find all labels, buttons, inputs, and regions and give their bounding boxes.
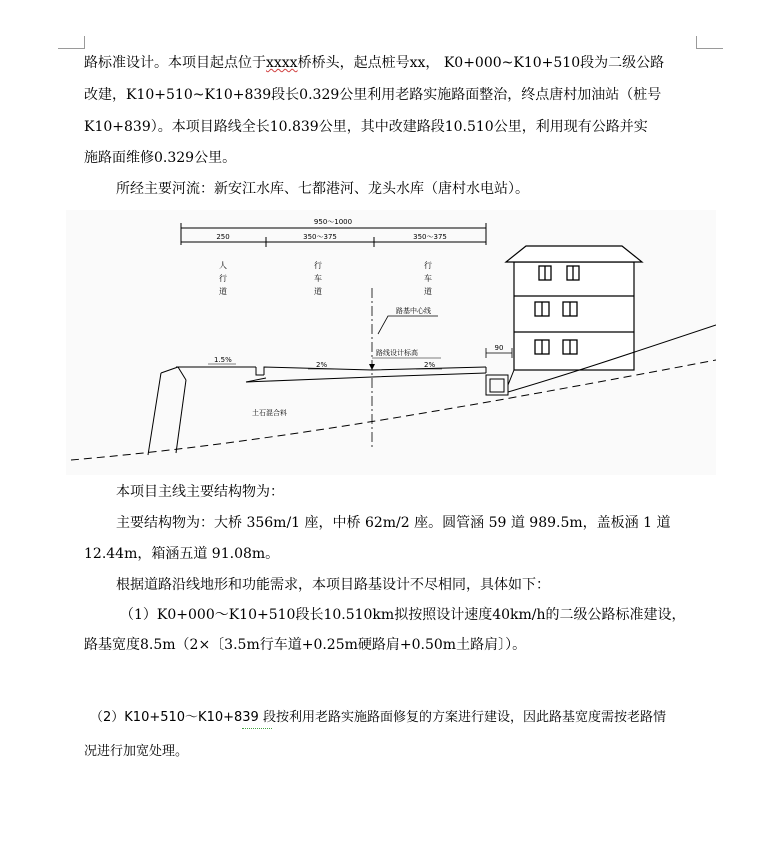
design-elev-label: 路线设计标高 [376, 349, 418, 357]
item1-line-1: （1）K0+000～K10+510段长10.510km拟按照设计速度40km/h的二级公路标准建设， [120, 607, 686, 623]
slope-left-label: 2% [316, 361, 328, 369]
text-span: （2）K10+510～K10+839 段按利用老路实施路面修复的方案进行建设，因此路基宽度需按老路情 [90, 710, 666, 725]
item2-line-2: 况进行加宽处理。 [84, 744, 189, 759]
text-span: 桥桥头，起点桩号xx， K0+000~K10+510段为二级公路 [297, 55, 665, 71]
structures-title: 本项目主线主要结构物为： [116, 484, 284, 500]
rivers-line: 所经主要河流：新安江水库、七都港河、龙头水库（唐村水电站）。 [116, 181, 529, 197]
slope-right-label: 2% [424, 361, 436, 369]
item2-line-1 [90, 708, 666, 728]
center-line-label: 路基中心线 [396, 307, 431, 315]
paragraph-line: 施路面维修0.329公里。 [84, 150, 237, 166]
dim-lane1-label: 350～375 [303, 233, 337, 241]
lane1-label-3: 道 [314, 287, 322, 296]
lane1-label-2: 车 [314, 274, 322, 283]
sidewalk-label-3: 道 [219, 287, 227, 296]
lane1-label-1: 行 [314, 261, 322, 270]
sidewalk-label-1: 人 [219, 261, 227, 270]
lane2-label-3: 道 [424, 287, 432, 296]
paragraph-line: K10+839）。本项目路线全长10.839公里，其中改建路段10.510公里，利用现有公路并实 [84, 119, 648, 135]
ditch-width-label: 90 [494, 344, 504, 352]
lane2-label-2: 车 [424, 274, 432, 283]
spellcheck-word: xxxx [266, 55, 298, 71]
paragraph-line: 改建，K10+510~K10+839段长0.329公里利用老路实施路面整治，终点唐村加油站（桩号 [84, 87, 662, 103]
page-corner-mark-left [58, 36, 85, 49]
lane2-label-1: 行 [424, 261, 432, 270]
sidewalk-label-2: 行 [219, 274, 227, 283]
terrain-line: 根据道路沿线地形和功能需求，本项目路基设计不尽相同，具体如下： [116, 577, 550, 593]
item1-line-2: 路基宽度8.5m（2×〔3.5m行车道+0.25m硬路肩+0.50m土路肩〕）。 [84, 637, 527, 653]
page-corner-mark-right [696, 36, 723, 49]
dim-total-label: 950～1000 [313, 218, 353, 226]
soil-label: 土石混合料 [252, 409, 287, 417]
paragraph-line [84, 53, 664, 73]
road-cross-section-diagram [66, 210, 716, 475]
grammar-mark [242, 725, 272, 729]
structures-line-2: 12.44m，箱涵五道 91.08m。 [84, 546, 280, 562]
text-span: 路标准设计。本项目起点位于 [84, 55, 266, 71]
structures-line-1: 主要结构物为：大桥 356m/1 座，中桥 62m/2 座。圆管涵 59 道 989.5m，盖板涵 1 道 [116, 515, 671, 531]
dim-sidewalk-label: 250 [216, 233, 230, 241]
slope-sidewalk-label: 1.5% [214, 356, 232, 364]
dim-lane2-label: 350～375 [413, 233, 447, 241]
